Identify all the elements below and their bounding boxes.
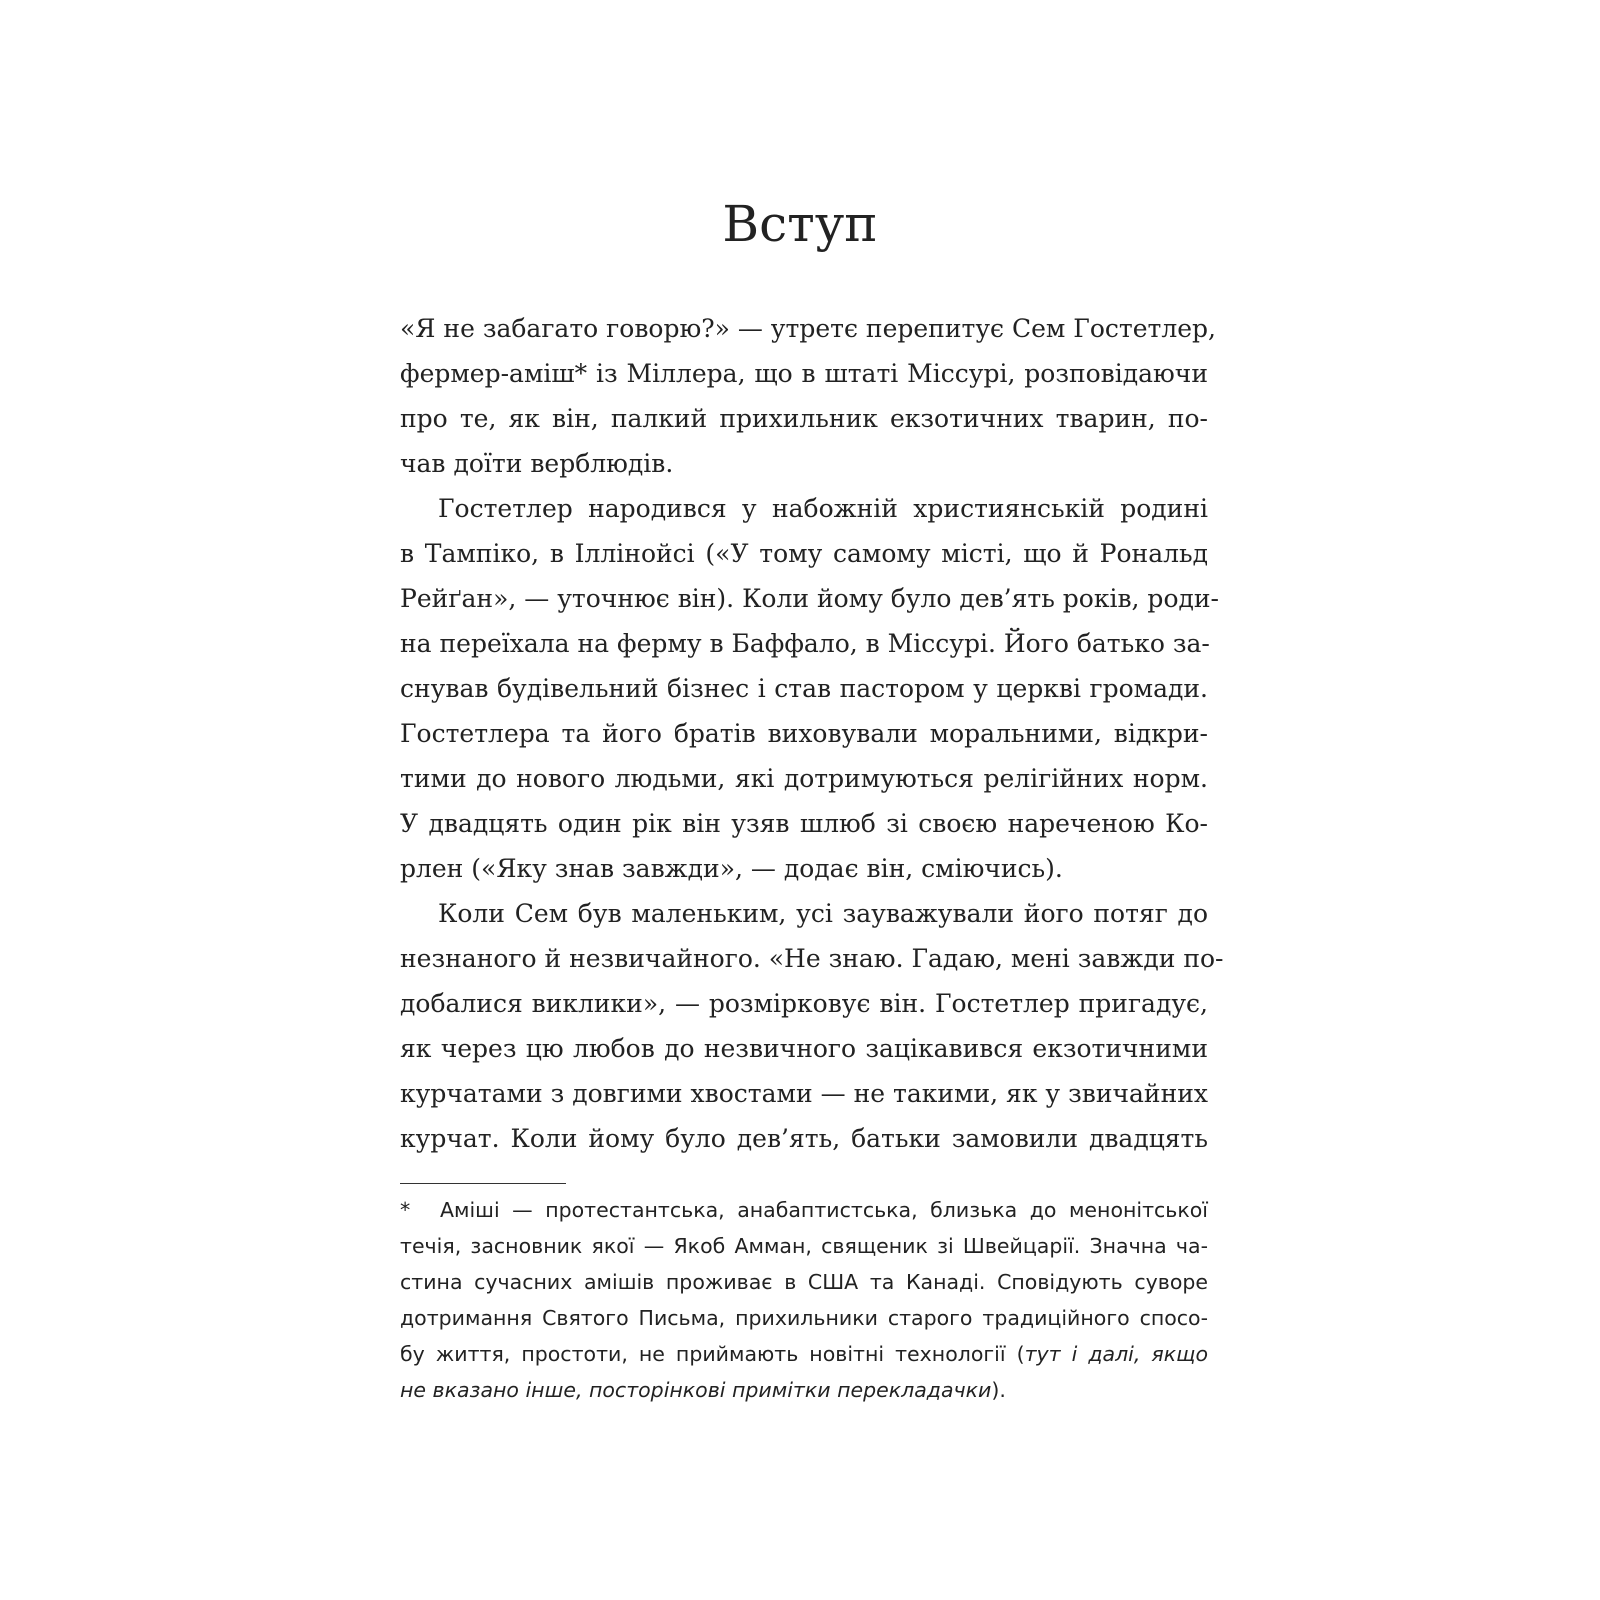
footnote-line (400, 1192, 1208, 1228)
text-line: Гостетлер народився у набожній християнській родині (438, 494, 1208, 523)
footnote-line: течія, засновник якої — Якоб Амман, священик зі Швейцарії. Значна ча- (400, 1234, 1208, 1258)
text-line: курчат. Коли йому було дев’ять, батьки замовили двадцять (400, 1124, 1208, 1153)
text-line: незнаного й незвичайного. «Не знаю. Гадаю, мені завжди по- (400, 944, 1224, 973)
text-line: як через цю любов до незвичного зацікавився екзотичними (400, 1034, 1208, 1063)
text-line: снував будівельний бізнес і став пастором у церкві громади. (400, 674, 1208, 703)
footnote-divider (400, 1183, 566, 1184)
text-line: тими до нового людьми, які дотримуються релігійних норм. (400, 764, 1208, 793)
footnote-text: Аміші — протестантська, анабаптистська, близька до менонітської (440, 1198, 1208, 1222)
text-line: добалися виклики», — розмірковує він. Гостетлер пригадує, (400, 989, 1208, 1018)
text-line: У двадцять один рік він узяв шлюб зі своєю нареченою Ко- (400, 809, 1208, 838)
text-line: «Я не забагато говорю?» — утретє перепитує Сем Гостетлер, (400, 314, 1216, 343)
footnote-text: бу життя, простоти, не приймають новітні технології ( (400, 1342, 1025, 1366)
footnote-line (400, 1372, 1208, 1408)
text-line: Рейґан», — уточнює він). Коли йому було дев’ять років, роди- (400, 584, 1219, 613)
text-line: курчатами з довгими хвостами — не такими, як у звичайних (400, 1079, 1208, 1108)
text-line: в Тампіко, в Іллінойсі («У тому самому місті, що й Рональд (400, 539, 1208, 568)
text-line: на переїхала на ферму в Баффало, в Міссурі. Його батько за- (400, 629, 1210, 658)
text-line: фермер-аміш* із Міллера, що в штаті Міссурі, розповідаючи (400, 359, 1208, 388)
text-line: Коли Сем був маленьким, усі зауважували його потяг до (438, 899, 1208, 928)
chapter-title: Вступ (722, 195, 878, 253)
text-line: про те, як він, палкий прихильник екзотичних тварин, по- (400, 404, 1208, 433)
text-line: рлен («Яку знав завжди», — додає він, сміючись). (400, 854, 1063, 883)
footnote-line: стина сучасних амішів проживає в США та Канаді. Сповідують суворе (400, 1270, 1208, 1294)
footnote-marker: * (400, 1198, 411, 1222)
text-line: чав доїти верблюдів. (400, 449, 674, 478)
footnote (400, 1192, 1208, 1408)
footnote-italic: тут і далі, якщо (1024, 1342, 1208, 1366)
footnote-closing: ). (991, 1378, 1006, 1402)
footnote-italic: не вказано інше, посторінкові примітки перекладачки (400, 1378, 992, 1402)
footnote-line: дотримання Святого Письма, прихильники старого традиційного спосо- (400, 1306, 1208, 1330)
text-line: Гостетлера та його братів виховували моральними, відкри- (400, 719, 1208, 748)
footnote-line (400, 1336, 1208, 1372)
body-text (400, 306, 1224, 1161)
